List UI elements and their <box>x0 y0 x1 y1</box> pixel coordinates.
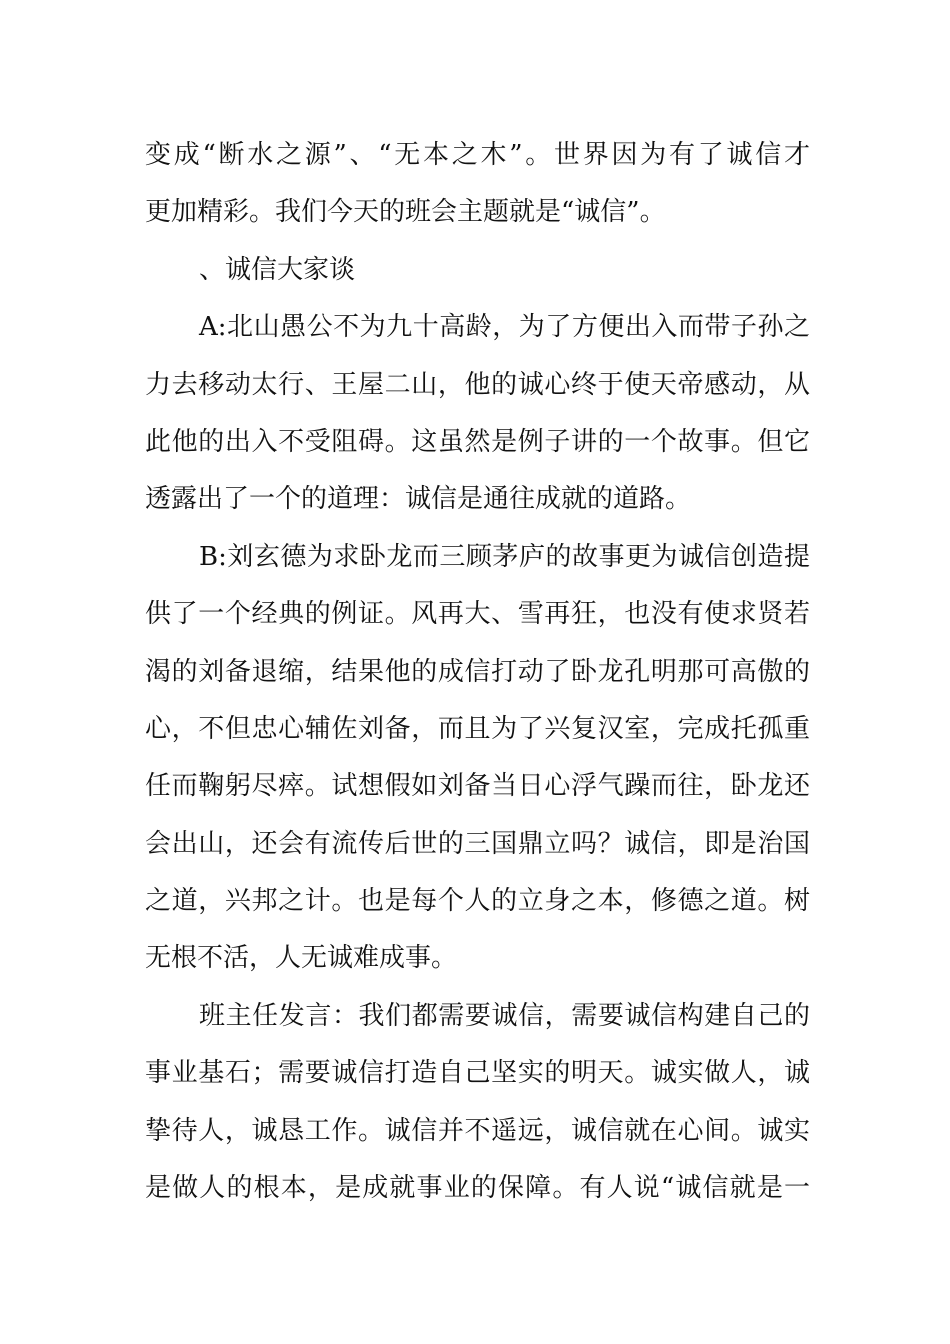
text-line: 心，不但忠心辅佐刘备，而且为了兴复汉室，完成托孤重 <box>145 713 810 744</box>
text-line: 透露出了一个的道理：诚信是通往成就的道路。 <box>145 484 692 515</box>
text-line: 此他的出入不受阻碍。这虽然是例子讲的一个故事。但它 <box>145 426 810 457</box>
text-line: 渴的刘备退缩，结果他的成信打动了卧龙孔明那可高傲的 <box>145 656 810 687</box>
text-line: A:北山愚公不为九十高龄，为了方便出入而带子孙之 <box>199 312 810 343</box>
text-line: 挚待人，诚恳工作。诚信并不遥远，诚信就在心间。诚实 <box>145 1115 810 1146</box>
text-line: 更加精彩。我们今天的班会主题就是“诚信”。 <box>145 197 666 228</box>
text-line: 班主任发言：我们都需要诚信，需要诚信构建自己的 <box>199 1000 810 1031</box>
body-text <box>145 127 810 1217</box>
text-line: 供了一个经典的例证。风再大、雪再狂，也没有使求贤若 <box>145 599 810 630</box>
text-line: 、诚信大家谈 <box>199 254 356 285</box>
text-line: 是做人的根本，是成就事业的保障。有人说“诚信就是一 <box>145 1173 810 1204</box>
text-line: 力去移动太行、王屋二山，他的诚心终于使天帝感动，从 <box>145 369 810 400</box>
text-line: 事业基石；需要诚信打造自己坚实的明天。诚实做人，诚 <box>145 1058 810 1089</box>
text-line: 任而鞠躬尽瘁。试想假如刘备当日心浮气躁而往，卧龙还 <box>145 771 810 802</box>
text-line: 无根不活，人无诚难成事。 <box>145 943 458 974</box>
text-line: 变成“断水之源”、“无本之木”。世界因为有了诚信才 <box>145 140 810 170</box>
text-line: 之道，兴邦之计。也是每个人的立身之本，修德之道。树 <box>145 886 810 917</box>
text-line: B:刘玄德为求卧龙而三顾茅庐的故事更为诚信创造提 <box>199 541 810 572</box>
text-line: 会出山，还会有流传后世的三国鼎立吗？诚信，即是治国 <box>145 828 810 859</box>
